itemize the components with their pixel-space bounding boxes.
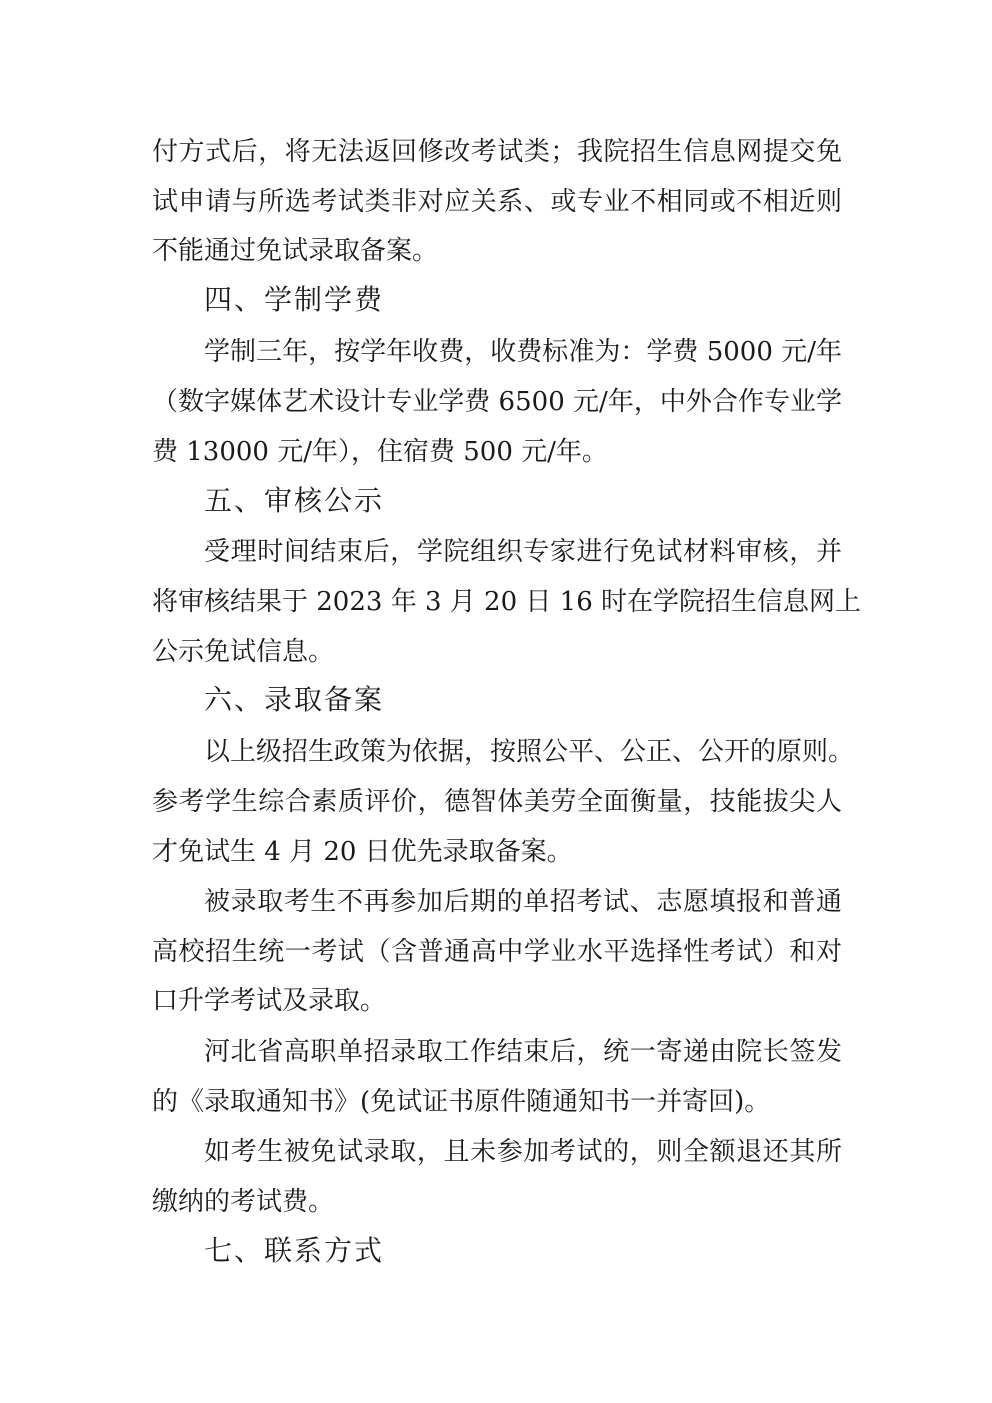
paragraph-line: 的《录取通知书》(免试证书原件随通知书一并寄回)。 — [152, 1087, 771, 1117]
paragraph-line: 付方式后，将无法返回修改考试类；我院招生信息网提交免 — [152, 137, 842, 167]
paragraph-line: 缴纳的考试费。 — [152, 1187, 335, 1217]
paragraph-line: 费 13000 元/年），住宿费 500 元/年。 — [152, 437, 608, 467]
paragraph-line: 河北省高职单招录取工作结束后，统一寄递由院长签发 — [204, 1037, 842, 1067]
paragraph-line: 不能通过免试录取备案。 — [152, 236, 439, 266]
paragraph-line: 试申请与所选考试类非对应关系、或专业不相同或不相近则 — [152, 187, 842, 217]
paragraph-line: 学制三年，按学年收费，收费标准为：学费 5000 元/年 — [204, 337, 842, 367]
paragraph-line: 才免试生 4 月 20 日优先录取备案。 — [152, 837, 573, 867]
paragraph-line: 口升学考试及录取。 — [152, 986, 387, 1016]
paragraph-line: 受理时间结束后，学院组织专家进行免试材料审核，并 — [204, 537, 842, 567]
paragraph-line: 被录取考生不再参加后期的单招考试、志愿填报和普通 — [204, 887, 842, 917]
paragraph-line: （数字媒体艺术设计专业学费 6500 元/年，中外合作专业学 — [152, 387, 842, 417]
section-heading-review: 五、审核公示 — [204, 484, 385, 517]
section-heading-admission: 六、录取备案 — [204, 683, 385, 716]
section-heading-tuition: 四、学制学费 — [204, 283, 385, 316]
paragraph-line: 高校招生统一考试（含普通高中学业水平选择性考试）和对 — [152, 937, 842, 967]
paragraph-line: 将审核结果于 2023 年 3 月 20 日 16 时在学院招生信息网上 — [152, 587, 861, 617]
paragraph-line: 以上级招生政策为依据，按照公平、公正、公开的原则。 — [204, 737, 855, 767]
paragraph-line: 参考学生综合素质评价，德智体美劳全面衡量，技能拔尖人 — [152, 787, 842, 817]
paragraph-line: 如考生被免试录取，且未参加考试的，则全额退还其所 — [204, 1137, 842, 1167]
section-heading-contact: 七、联系方式 — [204, 1234, 385, 1267]
paragraph-line: 公示免试信息。 — [152, 637, 335, 667]
